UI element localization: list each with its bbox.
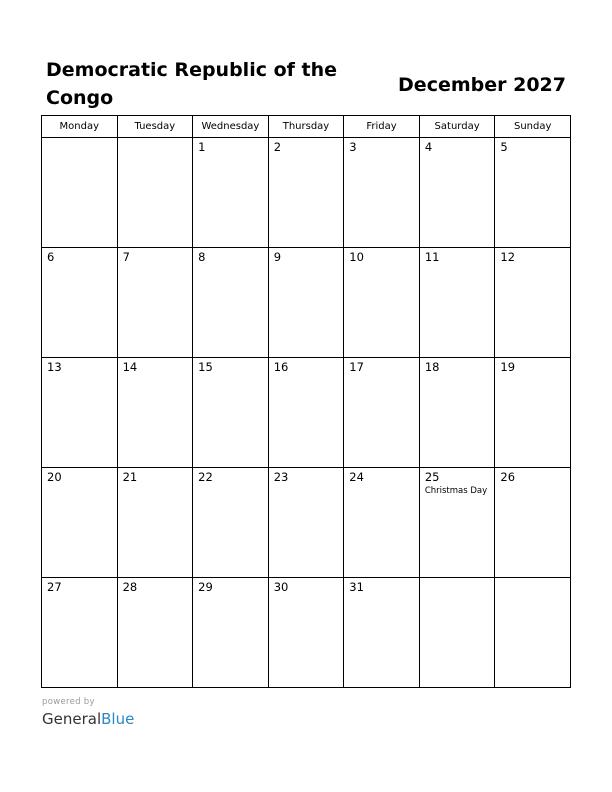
day-cell xyxy=(193,578,269,688)
day-number: 20 xyxy=(47,470,62,484)
day-number xyxy=(420,578,495,581)
day-number: 5 xyxy=(500,140,508,154)
day-number: 6 xyxy=(47,250,55,264)
day-number: 12 xyxy=(500,250,516,264)
weekday-header-wednesday: Wednesday xyxy=(193,116,269,138)
day-number: 29 xyxy=(198,580,213,594)
day-number: 21 xyxy=(122,470,138,484)
day-cell xyxy=(42,358,118,468)
week-row xyxy=(42,468,571,578)
day-number: 22 xyxy=(198,470,213,484)
day-cell xyxy=(117,468,193,578)
day-number: 27 xyxy=(47,580,62,594)
day-cell xyxy=(419,358,495,468)
week-row xyxy=(42,248,571,358)
day-cell xyxy=(193,138,269,248)
brand-general: General xyxy=(42,710,102,728)
day-number xyxy=(495,578,570,581)
day-cell xyxy=(344,468,420,578)
day-number: 18 xyxy=(424,360,440,374)
weekday-header-saturday: Saturday xyxy=(419,116,495,138)
day-cell xyxy=(419,138,495,248)
day-cell xyxy=(193,358,269,468)
day-number: 10 xyxy=(349,250,364,264)
day-cell xyxy=(42,468,118,578)
day-number: 19 xyxy=(500,360,516,374)
day-cell xyxy=(495,248,571,358)
weekday-header-row xyxy=(42,116,571,138)
weekday-header-tuesday: Tuesday xyxy=(117,116,193,138)
day-cell xyxy=(268,248,344,358)
day-number xyxy=(118,138,193,141)
day-cell xyxy=(495,358,571,468)
day-number: 2 xyxy=(273,140,282,154)
day-cell xyxy=(117,358,193,468)
day-number: 25 xyxy=(424,470,440,484)
day-number: 4 xyxy=(424,140,433,154)
day-cell xyxy=(419,468,495,578)
week-row xyxy=(42,578,571,688)
weekday-header-friday: Friday xyxy=(344,116,420,138)
day-cell xyxy=(495,138,571,248)
day-number: 26 xyxy=(500,470,516,484)
generalblue-logo[interactable] xyxy=(42,709,134,729)
day-cell xyxy=(495,578,571,688)
day-cell xyxy=(268,468,344,578)
day-number: 24 xyxy=(349,470,364,484)
day-cell xyxy=(117,138,193,248)
footer xyxy=(42,697,134,729)
day-number: 11 xyxy=(424,250,440,264)
day-number: 16 xyxy=(273,360,289,374)
day-number: 1 xyxy=(198,140,206,154)
powered-by-text: powered by xyxy=(42,697,95,707)
day-cell xyxy=(344,248,420,358)
day-number: 28 xyxy=(122,580,138,594)
day-number: 14 xyxy=(122,360,138,374)
day-cell xyxy=(42,248,118,358)
weekday-header-monday: Monday xyxy=(42,116,118,138)
weekday-header-thursday: Thursday xyxy=(268,116,344,138)
day-cell xyxy=(193,468,269,578)
day-number: 17 xyxy=(349,360,364,374)
brand-blue: Blue xyxy=(101,710,135,728)
day-number: 15 xyxy=(198,360,213,374)
weekday-header-sunday: Sunday xyxy=(495,116,571,138)
country-title: Democratic Republic of the Congo xyxy=(46,59,338,109)
day-cell xyxy=(344,358,420,468)
day-number: 3 xyxy=(349,140,357,154)
week-row xyxy=(42,138,571,248)
day-cell xyxy=(268,138,344,248)
day-cell xyxy=(193,248,269,358)
day-number: 23 xyxy=(273,470,289,484)
week-row xyxy=(42,358,571,468)
holiday-label: Christmas Day xyxy=(424,486,488,496)
calendar-grid xyxy=(41,115,571,688)
day-cell xyxy=(495,468,571,578)
day-cell xyxy=(42,578,118,688)
day-cell xyxy=(117,248,193,358)
day-cell xyxy=(344,138,420,248)
day-number: 9 xyxy=(273,250,282,264)
day-number: 30 xyxy=(273,580,289,594)
day-number: 7 xyxy=(122,250,130,264)
day-cell xyxy=(117,578,193,688)
day-cell xyxy=(268,358,344,468)
day-cell xyxy=(419,248,495,358)
day-cell xyxy=(344,578,420,688)
day-number: 13 xyxy=(47,360,62,374)
day-number xyxy=(42,138,117,141)
day-cell xyxy=(419,578,495,688)
day-cell xyxy=(42,138,118,248)
day-number: 8 xyxy=(198,250,206,264)
day-cell xyxy=(268,578,344,688)
day-number: 31 xyxy=(349,580,364,594)
month-year-title: December 2027 xyxy=(398,74,566,96)
